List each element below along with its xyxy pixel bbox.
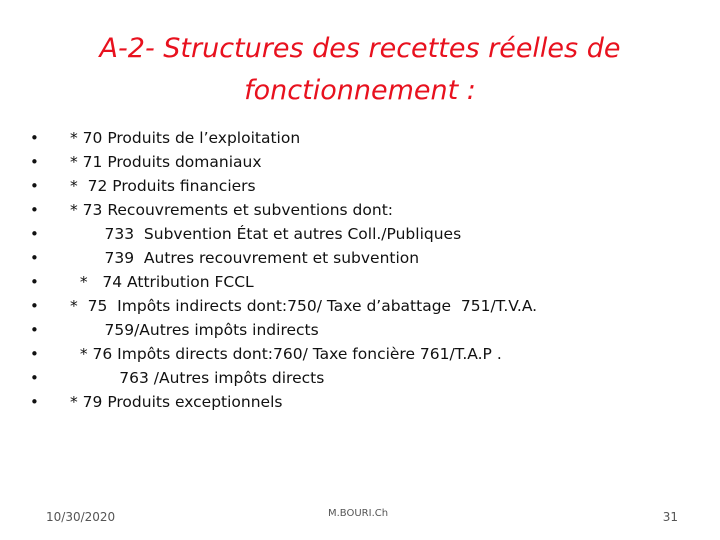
list-item-text: * 74 Attribution FCCL (70, 273, 254, 291)
slide-title-line-1: A-2- Structures des recettes réelles de (99, 33, 621, 64)
list-item-text: * 70 Produits de l’exploitation (70, 129, 301, 147)
list-item (30, 174, 700, 198)
list-item-text: 733 Subvention État et autres Coll./Publiques (70, 225, 462, 243)
list-item (30, 222, 700, 246)
list-item (30, 294, 700, 318)
slide-title-line-2: fonctionnement : (244, 75, 476, 106)
bullet-list (30, 126, 700, 414)
bullet-dot: • (30, 153, 39, 171)
bullet-dot: • (30, 273, 39, 291)
list-item (30, 318, 700, 342)
list-item (30, 366, 700, 390)
list-item (30, 126, 700, 150)
bullet-dot: • (30, 345, 39, 363)
list-item-text: * 73 Recouvrements et subventions dont: (70, 201, 393, 219)
list-item-text: 739 Autres recouvrement et subvention (70, 249, 420, 267)
bullet-dot: • (30, 369, 39, 387)
list-item-text: * 71 Produits domaniaux (70, 153, 262, 171)
footer-date: 10/30/2020 (46, 510, 116, 524)
bullet-dot: • (30, 201, 39, 219)
bullet-dot: • (30, 225, 39, 243)
slide-title (40, 28, 680, 112)
list-item (30, 390, 700, 414)
list-item-text: 759/Autres impôts indirects (70, 321, 319, 339)
list-item-text: * 72 Produits financiers (70, 177, 256, 195)
list-item-text: 763 /Autres impôts directs (70, 369, 325, 387)
list-item (30, 198, 700, 222)
list-item (30, 150, 700, 174)
page-number: 31 (662, 510, 678, 524)
list-item-text: * 76 Impôts directs dont:760/ Taxe foncière 761/T.A.P . (70, 345, 502, 363)
bullet-dot: • (30, 393, 39, 411)
list-item-text: * 75 Impôts indirects dont:750/ Taxe d’abattage 751/T.V.A. (70, 297, 538, 315)
bullet-dot: • (30, 321, 39, 339)
bullet-dot: • (30, 177, 39, 195)
bullet-dot: • (30, 249, 39, 267)
list-item (30, 270, 700, 294)
list-item-text: * 79 Produits exceptionnels (70, 393, 283, 411)
footer-author: M.BOURI.Ch (328, 508, 389, 519)
list-item (30, 246, 700, 270)
bullet-dot: • (30, 129, 39, 147)
list-item (30, 342, 700, 366)
bullet-dot: • (30, 297, 39, 315)
